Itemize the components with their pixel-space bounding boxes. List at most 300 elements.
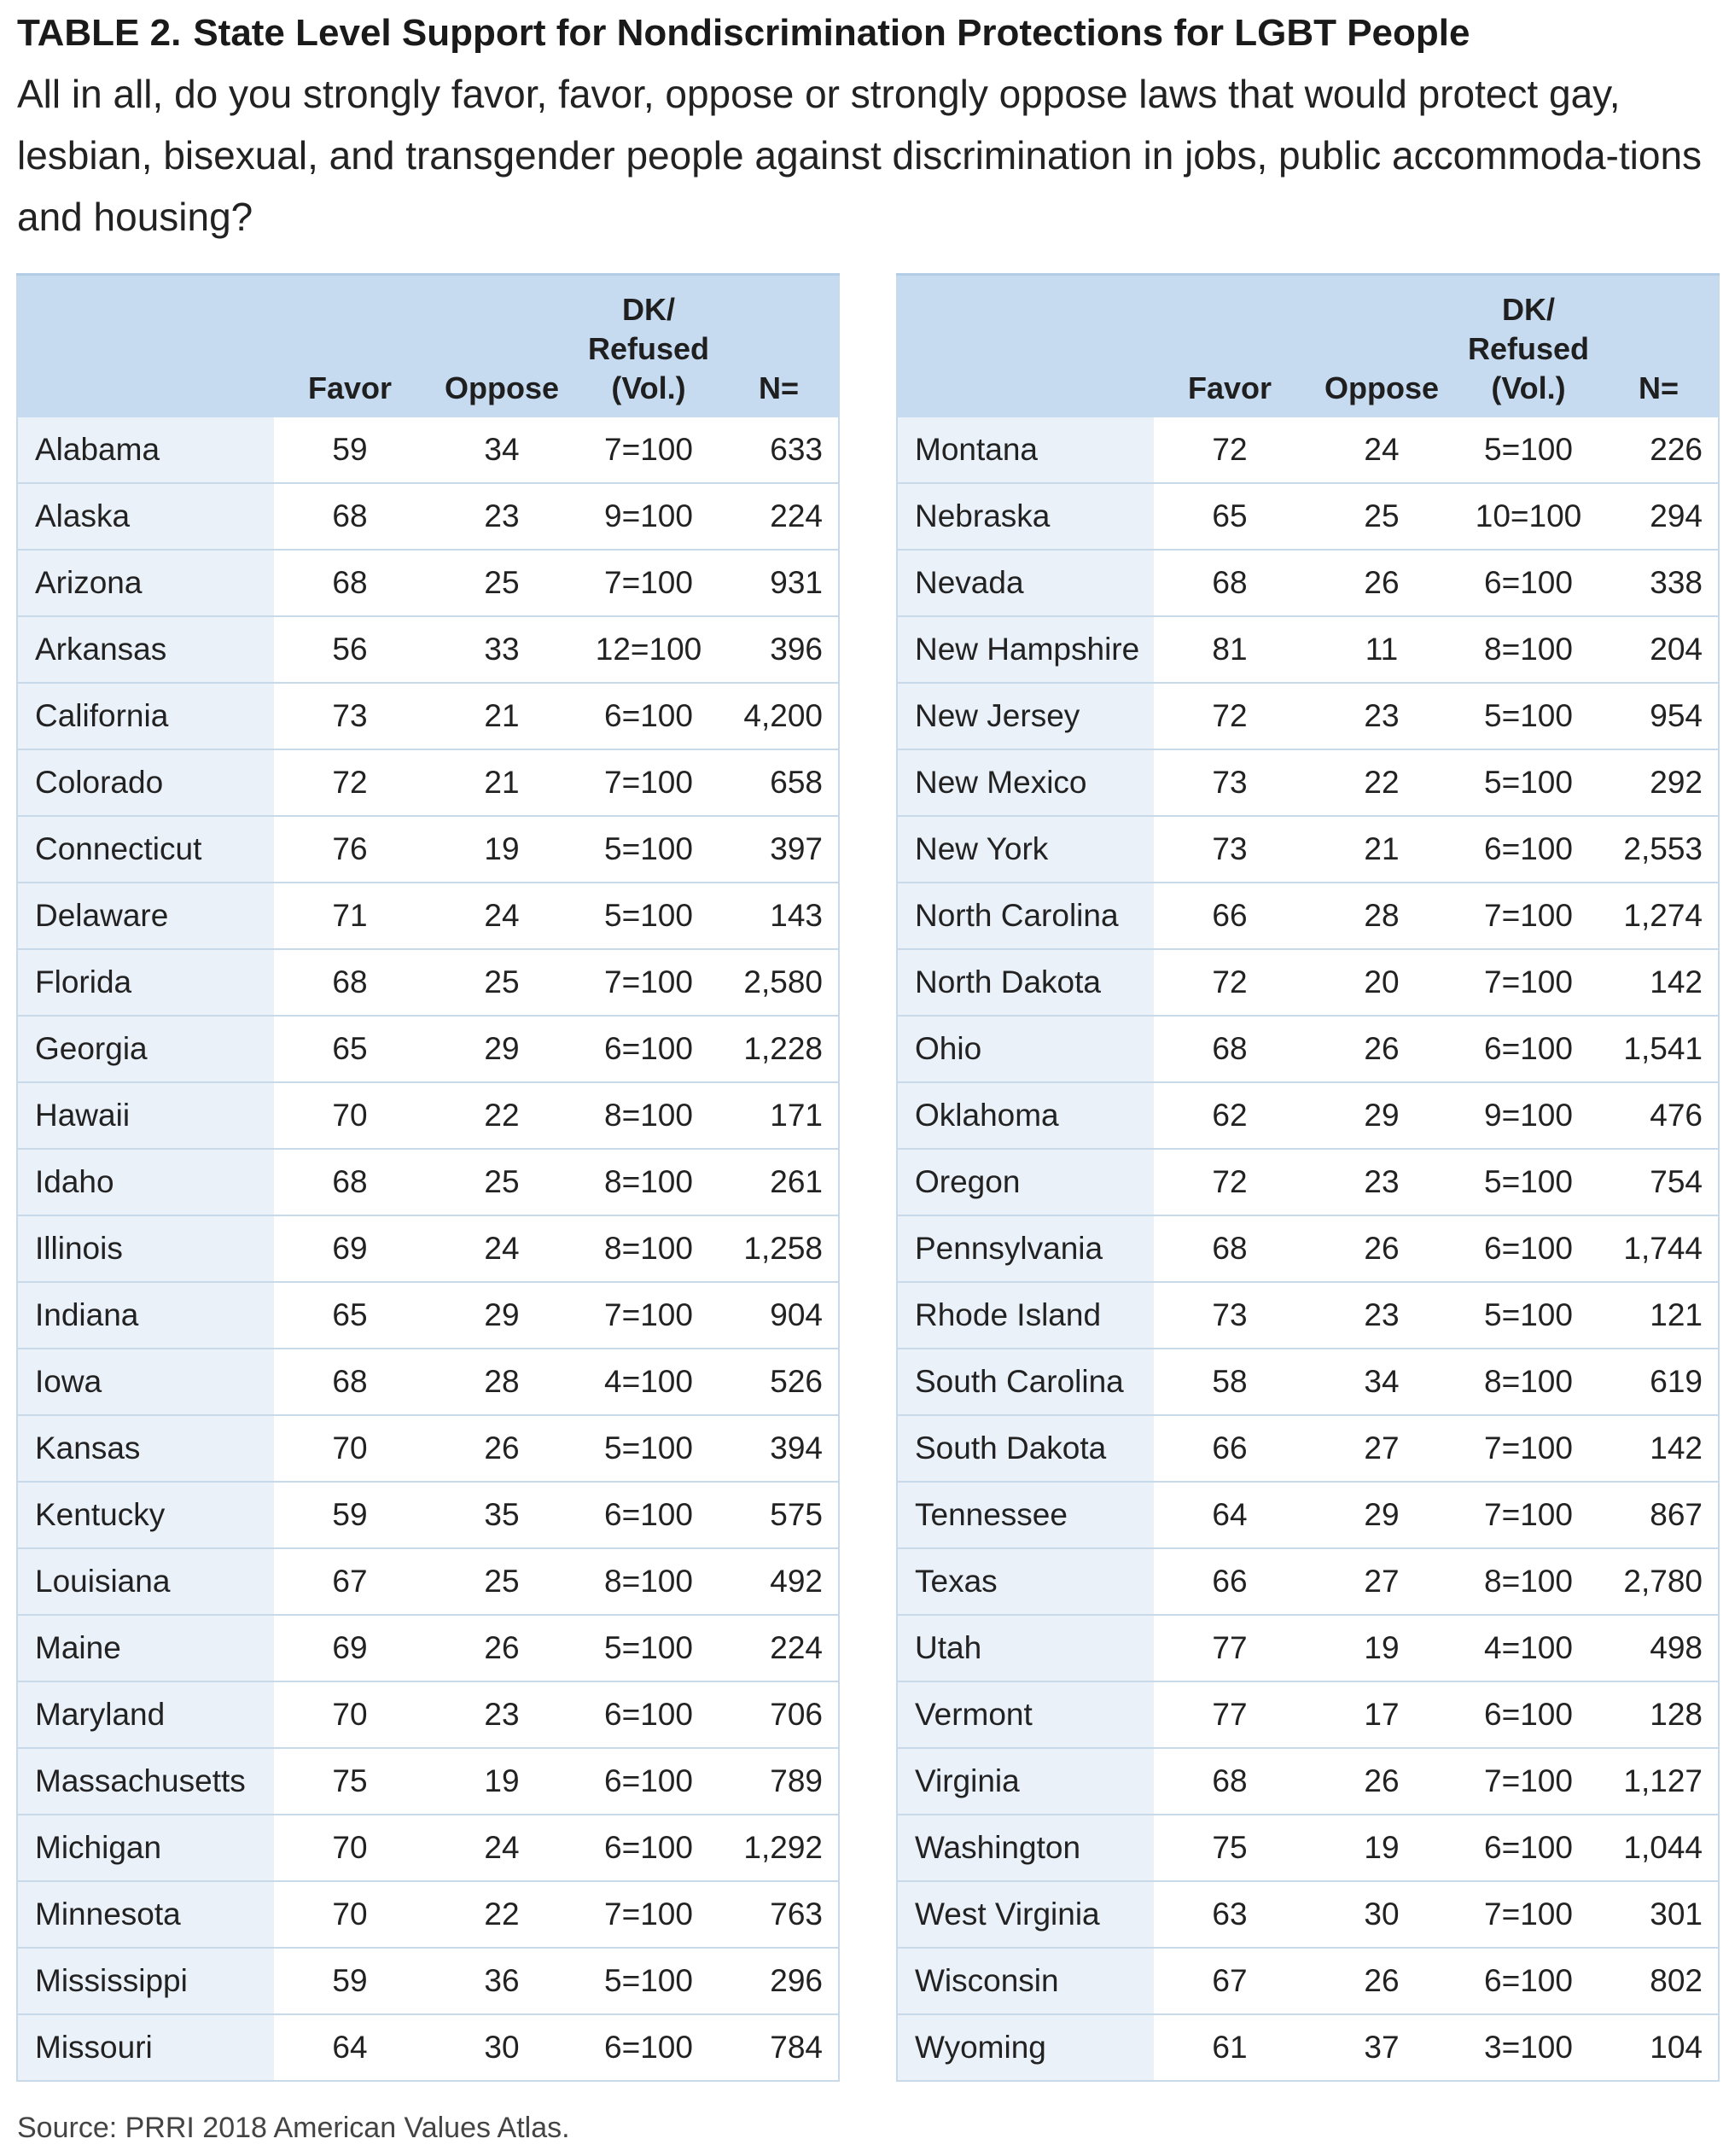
favor-value: 69 <box>274 1615 426 1681</box>
oppose-value: 22 <box>426 1082 578 1149</box>
oppose-value: 36 <box>426 1948 578 2014</box>
oppose-value: 28 <box>1306 883 1458 949</box>
sample-size: 226 <box>1599 417 1719 484</box>
table-row <box>17 1615 839 1681</box>
oppose-value: 24 <box>426 1215 578 1282</box>
table-body-left <box>17 417 839 2082</box>
sample-size: 2,580 <box>719 949 839 1016</box>
state-name: Ohio <box>897 1016 1154 1082</box>
state-name: Massachusetts <box>17 1748 274 1815</box>
table-row <box>897 1548 1719 1615</box>
dk-refused-value: 6=100 <box>578 2014 719 2081</box>
favor-value: 68 <box>274 550 426 616</box>
state-name: Rhode Island <box>897 1282 1154 1349</box>
oppose-value: 30 <box>426 2014 578 2081</box>
favor-value: 72 <box>274 749 426 816</box>
table-row <box>897 949 1719 1016</box>
state-name: South Carolina <box>897 1349 1154 1415</box>
header-n: N= <box>719 275 839 417</box>
sample-size: 397 <box>719 816 839 883</box>
oppose-value: 23 <box>1306 1282 1458 1349</box>
favor-value: 58 <box>1154 1349 1306 1415</box>
state-name: Oregon <box>897 1149 1154 1215</box>
table-row <box>897 683 1719 749</box>
header-dk-line-1: DK/ <box>1502 292 1555 327</box>
sample-size: 784 <box>719 2014 839 2081</box>
state-name: Wyoming <box>897 2014 1154 2081</box>
dk-refused-value: 6=100 <box>1458 816 1599 883</box>
sample-size: 104 <box>1599 2014 1719 2081</box>
dk-refused-value: 7=100 <box>1458 883 1599 949</box>
oppose-value: 24 <box>426 883 578 949</box>
favor-value: 75 <box>1154 1815 1306 1881</box>
dk-refused-value: 7=100 <box>1458 1881 1599 1948</box>
table-row <box>17 816 839 883</box>
dk-refused-value: 8=100 <box>578 1548 719 1615</box>
sample-size: 931 <box>719 550 839 616</box>
sample-size: 224 <box>719 483 839 550</box>
sample-size: 1,044 <box>1599 1815 1719 1881</box>
state-name: Washington <box>897 1815 1154 1881</box>
state-name: Florida <box>17 949 274 1016</box>
table-row <box>897 816 1719 883</box>
favor-value: 66 <box>1154 1415 1306 1482</box>
oppose-value: 29 <box>1306 1482 1458 1548</box>
table-row <box>897 1615 1719 1681</box>
table-row <box>897 2014 1719 2081</box>
dk-refused-value: 7=100 <box>1458 1482 1599 1548</box>
sample-size: 301 <box>1599 1881 1719 1948</box>
dk-refused-value: 5=100 <box>578 883 719 949</box>
sample-size: 121 <box>1599 1282 1719 1349</box>
dk-refused-value: 3=100 <box>1458 2014 1599 2081</box>
state-name: Mississippi <box>17 1948 274 2014</box>
table-row <box>897 1415 1719 1482</box>
dk-refused-value: 7=100 <box>1458 1415 1599 1482</box>
oppose-value: 26 <box>426 1615 578 1681</box>
dk-refused-value: 5=100 <box>578 816 719 883</box>
dk-refused-value: 6=100 <box>578 1815 719 1881</box>
dk-refused-value: 5=100 <box>1458 417 1599 484</box>
oppose-value: 24 <box>1306 417 1458 484</box>
state-name: Connecticut <box>17 816 274 883</box>
sample-size: 754 <box>1599 1149 1719 1215</box>
dk-refused-value: 7=100 <box>578 1881 719 1948</box>
oppose-value: 26 <box>1306 1748 1458 1815</box>
favor-value: 62 <box>1154 1082 1306 1149</box>
table-body-right <box>897 417 1719 2082</box>
oppose-value: 26 <box>1306 1016 1458 1082</box>
oppose-value: 27 <box>1306 1415 1458 1482</box>
state-name: Kansas <box>17 1415 274 1482</box>
oppose-value: 19 <box>426 816 578 883</box>
dk-refused-value: 8=100 <box>578 1215 719 1282</box>
favor-value: 65 <box>274 1282 426 1349</box>
favor-value: 72 <box>1154 1149 1306 1215</box>
table-row <box>897 1016 1719 1082</box>
favor-value: 68 <box>1154 1016 1306 1082</box>
header-dk-line-2: Refused <box>587 331 710 366</box>
table-row <box>897 1149 1719 1215</box>
header-n: N= <box>1599 275 1719 417</box>
sample-size: 954 <box>1599 683 1719 749</box>
state-name: Vermont <box>897 1681 1154 1748</box>
table-row <box>897 1082 1719 1149</box>
sample-size: 706 <box>719 1681 839 1748</box>
favor-value: 66 <box>1154 1548 1306 1615</box>
dk-refused-value: 8=100 <box>1458 616 1599 683</box>
state-name: North Dakota <box>897 949 1154 1016</box>
table-row <box>17 550 839 616</box>
dk-refused-value: 5=100 <box>1458 1149 1599 1215</box>
table-row <box>17 683 839 749</box>
state-name: Colorado <box>17 749 274 816</box>
dk-refused-value: 4=100 <box>578 1349 719 1415</box>
oppose-value: 26 <box>1306 550 1458 616</box>
oppose-value: 29 <box>1306 1082 1458 1149</box>
survey-question: All in all, do you strongly favor, favor, oppose or strongly oppose laws that would protect gay, lesbian, bisexual, and transgender people against discrimination in jobs, public accommoda-tions and housing? <box>17 72 1703 239</box>
favor-value: 64 <box>1154 1482 1306 1548</box>
state-name: Indiana <box>17 1282 274 1349</box>
header-dk-refused <box>1458 275 1599 417</box>
header-dk-line-3: (Vol.) <box>611 370 686 405</box>
dk-refused-value: 6=100 <box>1458 1815 1599 1881</box>
oppose-value: 21 <box>426 683 578 749</box>
dk-refused-value: 6=100 <box>578 683 719 749</box>
sample-size: 1,258 <box>719 1215 839 1282</box>
oppose-value: 26 <box>1306 1215 1458 1282</box>
state-name: West Virginia <box>897 1881 1154 1948</box>
table-row <box>897 1349 1719 1415</box>
state-name: Hawaii <box>17 1082 274 1149</box>
favor-value: 72 <box>1154 949 1306 1016</box>
oppose-value: 25 <box>1306 483 1458 550</box>
favor-value: 70 <box>274 1082 426 1149</box>
sample-size: 619 <box>1599 1349 1719 1415</box>
state-name: Iowa <box>17 1349 274 1415</box>
dk-refused-value: 8=100 <box>578 1149 719 1215</box>
dk-refused-value: 9=100 <box>1458 1082 1599 1149</box>
table-row <box>897 1815 1719 1881</box>
state-name: California <box>17 683 274 749</box>
favor-value: 65 <box>1154 483 1306 550</box>
table-row <box>897 417 1719 484</box>
favor-value: 66 <box>1154 883 1306 949</box>
favor-value: 68 <box>1154 1215 1306 1282</box>
dk-refused-value: 5=100 <box>1458 749 1599 816</box>
dk-refused-value: 7=100 <box>578 417 719 484</box>
oppose-value: 26 <box>1306 1948 1458 2014</box>
table-row <box>17 883 839 949</box>
table-row <box>17 1815 839 1881</box>
sample-size: 1,292 <box>719 1815 839 1881</box>
sample-size: 904 <box>719 1282 839 1349</box>
sample-size: 338 <box>1599 550 1719 616</box>
header-dk-line-1: DK/ <box>622 292 675 327</box>
oppose-value: 34 <box>1306 1349 1458 1415</box>
dk-refused-value: 6=100 <box>578 1482 719 1548</box>
favor-value: 76 <box>274 816 426 883</box>
table-row <box>897 616 1719 683</box>
dk-refused-value: 6=100 <box>1458 1016 1599 1082</box>
favor-value: 59 <box>274 1948 426 2014</box>
state-name: New York <box>897 816 1154 883</box>
oppose-value: 23 <box>1306 683 1458 749</box>
table-row <box>897 883 1719 949</box>
header-favor: Favor <box>274 275 426 417</box>
state-name: Oklahoma <box>897 1082 1154 1149</box>
favor-value: 75 <box>274 1748 426 1815</box>
favor-value: 64 <box>274 2014 426 2081</box>
sample-size: 394 <box>719 1415 839 1482</box>
state-name: Wisconsin <box>897 1948 1154 2014</box>
sample-size: 498 <box>1599 1615 1719 1681</box>
sample-size: 142 <box>1599 1415 1719 1482</box>
sample-size: 142 <box>1599 949 1719 1016</box>
table-row <box>17 749 839 816</box>
table-row <box>17 1349 839 1415</box>
oppose-value: 30 <box>1306 1881 1458 1948</box>
sample-size: 292 <box>1599 749 1719 816</box>
favor-value: 73 <box>274 683 426 749</box>
favor-value: 59 <box>274 1482 426 1548</box>
dk-refused-value: 4=100 <box>1458 1615 1599 1681</box>
oppose-value: 27 <box>1306 1548 1458 1615</box>
sample-size: 633 <box>719 417 839 484</box>
sample-size: 802 <box>1599 1948 1719 2014</box>
oppose-value: 21 <box>1306 816 1458 883</box>
sample-size: 476 <box>1599 1082 1719 1149</box>
oppose-value: 23 <box>1306 1149 1458 1215</box>
oppose-value: 25 <box>426 550 578 616</box>
table-row <box>897 1948 1719 2014</box>
table-row <box>17 483 839 550</box>
oppose-value: 22 <box>1306 749 1458 816</box>
favor-value: 56 <box>274 616 426 683</box>
favor-value: 68 <box>1154 550 1306 616</box>
favor-value: 68 <box>274 1149 426 1215</box>
table-row <box>897 1482 1719 1548</box>
table-header-row <box>897 275 1719 417</box>
state-name: Arizona <box>17 550 274 616</box>
sample-size: 1,127 <box>1599 1748 1719 1815</box>
oppose-value: 19 <box>426 1748 578 1815</box>
table-row <box>17 1548 839 1615</box>
header-state <box>17 275 274 417</box>
favor-value: 73 <box>1154 816 1306 883</box>
oppose-value: 22 <box>426 1881 578 1948</box>
oppose-value: 29 <box>426 1016 578 1082</box>
state-name: Tennessee <box>897 1482 1154 1548</box>
state-name: Montana <box>897 417 1154 484</box>
table-row <box>17 1415 839 1482</box>
oppose-value: 21 <box>426 749 578 816</box>
sample-size: 763 <box>719 1881 839 1948</box>
table-row <box>897 1681 1719 1748</box>
table-row <box>17 1482 839 1548</box>
table-row <box>897 749 1719 816</box>
source-note: Source: PRRI 2018 American Values Atlas. <box>17 2112 570 2144</box>
state-table-left <box>16 273 840 2082</box>
oppose-value: 17 <box>1306 1681 1458 1748</box>
favor-value: 81 <box>1154 616 1306 683</box>
state-name: North Carolina <box>897 883 1154 949</box>
dk-refused-value: 7=100 <box>578 749 719 816</box>
oppose-value: 37 <box>1306 2014 1458 2081</box>
sample-size: 396 <box>719 616 839 683</box>
state-name: Nebraska <box>897 483 1154 550</box>
dk-refused-value: 5=100 <box>1458 1282 1599 1349</box>
state-name: Maryland <box>17 1681 274 1748</box>
favor-value: 70 <box>274 1681 426 1748</box>
sample-size: 658 <box>719 749 839 816</box>
header-dk-line-3: (Vol.) <box>1491 370 1566 405</box>
state-name: Idaho <box>17 1149 274 1215</box>
state-name: New Mexico <box>897 749 1154 816</box>
dk-refused-value: 6=100 <box>578 1016 719 1082</box>
oppose-value: 25 <box>426 949 578 1016</box>
sample-size: 224 <box>719 1615 839 1681</box>
favor-value: 63 <box>1154 1881 1306 1948</box>
table-number: TABLE 2. <box>17 12 182 54</box>
state-name: Louisiana <box>17 1548 274 1615</box>
favor-value: 77 <box>1154 1681 1306 1748</box>
dk-refused-value: 6=100 <box>1458 550 1599 616</box>
oppose-value: 19 <box>1306 1615 1458 1681</box>
favor-value: 61 <box>1154 2014 1306 2081</box>
favor-value: 70 <box>274 1415 426 1482</box>
dk-refused-value: 6=100 <box>1458 1681 1599 1748</box>
favor-value: 72 <box>1154 683 1306 749</box>
sample-size: 143 <box>719 883 839 949</box>
state-name: Kentucky <box>17 1482 274 1548</box>
oppose-value: 19 <box>1306 1815 1458 1881</box>
oppose-value: 11 <box>1306 616 1458 683</box>
sample-size: 294 <box>1599 483 1719 550</box>
state-name: Georgia <box>17 1016 274 1082</box>
state-name: Illinois <box>17 1215 274 1282</box>
state-name: Alabama <box>17 417 274 484</box>
state-name: Nevada <box>897 550 1154 616</box>
sample-size: 1,744 <box>1599 1215 1719 1282</box>
dk-refused-value: 7=100 <box>578 949 719 1016</box>
table-header-row <box>17 275 839 417</box>
sample-size: 2,780 <box>1599 1548 1719 1615</box>
state-name: Michigan <box>17 1815 274 1881</box>
dk-refused-value: 8=100 <box>1458 1349 1599 1415</box>
dk-refused-value: 10=100 <box>1458 483 1599 550</box>
sample-size: 171 <box>719 1082 839 1149</box>
favor-value: 59 <box>274 417 426 484</box>
table-row <box>897 550 1719 616</box>
state-name: Pennsylvania <box>897 1215 1154 1282</box>
table-row <box>17 1082 839 1149</box>
state-name: Minnesota <box>17 1881 274 1948</box>
state-table-right <box>896 273 1720 2082</box>
sample-size: 1,274 <box>1599 883 1719 949</box>
dk-refused-value: 7=100 <box>578 1282 719 1349</box>
favor-value: 68 <box>1154 1748 1306 1815</box>
favor-value: 65 <box>274 1016 426 1082</box>
header-favor: Favor <box>1154 275 1306 417</box>
oppose-value: 25 <box>426 1548 578 1615</box>
favor-value: 72 <box>1154 417 1306 484</box>
state-name: Texas <box>897 1548 1154 1615</box>
dk-refused-value: 5=100 <box>1458 683 1599 749</box>
favor-value: 68 <box>274 1349 426 1415</box>
header-dk-line-2: Refused <box>1467 331 1590 366</box>
header-oppose: Oppose <box>426 275 578 417</box>
table-row <box>17 1948 839 2014</box>
oppose-value: 35 <box>426 1482 578 1548</box>
favor-value: 70 <box>274 1815 426 1881</box>
dk-refused-value: 6=100 <box>1458 1948 1599 2014</box>
favor-value: 68 <box>274 949 426 1016</box>
sample-size: 789 <box>719 1748 839 1815</box>
dk-refused-value: 7=100 <box>578 550 719 616</box>
table-row <box>17 1282 839 1349</box>
favor-value: 73 <box>1154 1282 1306 1349</box>
table-row <box>17 2014 839 2081</box>
oppose-value: 23 <box>426 1681 578 1748</box>
header-state <box>897 275 1154 417</box>
table-title-text: State Level Support for Nondiscrimination Protections for LGBT People <box>193 12 1470 54</box>
dk-refused-value: 7=100 <box>1458 1748 1599 1815</box>
oppose-value: 26 <box>426 1415 578 1482</box>
sample-size: 1,228 <box>719 1016 839 1082</box>
favor-value: 69 <box>274 1215 426 1282</box>
state-name: Virginia <box>897 1748 1154 1815</box>
state-name: Arkansas <box>17 616 274 683</box>
state-name: New Hampshire <box>897 616 1154 683</box>
sample-size: 296 <box>719 1948 839 2014</box>
sample-size: 261 <box>719 1149 839 1215</box>
table-row <box>17 417 839 484</box>
table-row <box>17 1215 839 1282</box>
sample-size: 1,541 <box>1599 1016 1719 1082</box>
sample-size: 204 <box>1599 616 1719 683</box>
table-row <box>897 1748 1719 1815</box>
table-row <box>17 949 839 1016</box>
favor-value: 67 <box>274 1548 426 1615</box>
state-name: Alaska <box>17 483 274 550</box>
dk-refused-value: 5=100 <box>578 1948 719 2014</box>
oppose-value: 28 <box>426 1349 578 1415</box>
table-row <box>897 1215 1719 1282</box>
dk-refused-value: 5=100 <box>578 1615 719 1681</box>
favor-value: 70 <box>274 1881 426 1948</box>
dk-refused-value: 8=100 <box>578 1082 719 1149</box>
dk-refused-value: 8=100 <box>1458 1548 1599 1615</box>
dk-refused-value: 7=100 <box>1458 949 1599 1016</box>
dk-refused-value: 6=100 <box>1458 1215 1599 1282</box>
oppose-value: 33 <box>426 616 578 683</box>
sample-size: 526 <box>719 1349 839 1415</box>
table-row <box>17 1149 839 1215</box>
sample-size: 2,553 <box>1599 816 1719 883</box>
table-row <box>897 1881 1719 1948</box>
state-name: New Jersey <box>897 683 1154 749</box>
table-row <box>17 1748 839 1815</box>
table-row <box>17 1881 839 1948</box>
favor-value: 73 <box>1154 749 1306 816</box>
oppose-value: 29 <box>426 1282 578 1349</box>
table-row <box>17 1016 839 1082</box>
sample-size: 575 <box>719 1482 839 1548</box>
oppose-value: 34 <box>426 417 578 484</box>
header-oppose: Oppose <box>1306 275 1458 417</box>
oppose-value: 25 <box>426 1149 578 1215</box>
